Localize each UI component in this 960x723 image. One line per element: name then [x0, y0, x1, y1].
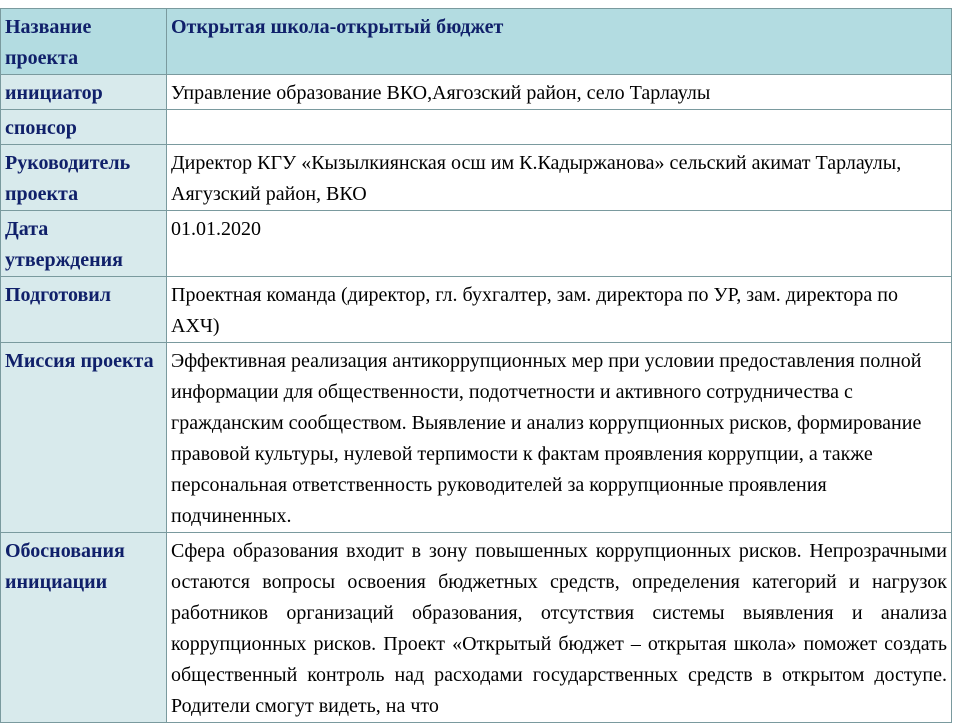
- table-row: [1, 145, 952, 211]
- initiator-value: Управление образование ВКО,Аягозский район, село Тарлаулы: [167, 75, 952, 110]
- row-label: Миссия проекта: [1, 343, 167, 533]
- table-row: [1, 9, 952, 75]
- row-label: Подготовил: [1, 277, 167, 343]
- row-label: Дата утверждения: [1, 211, 167, 277]
- row-label: Название проекта: [1, 9, 167, 75]
- sponsor-value: [167, 110, 952, 145]
- justification-value: Сфера образования входит в зону повышенных коррупционных рисков. Непрозрачными остаются вопросы освоения бюджетных средств, определения категорий и нагрузок работников организаций образования, отсутствия системы выявления и анализа коррупционных рисков. Проект «Открытый бюджет – открытая школа» поможет создать общественный контроль над расходами государственных средств в открытом доступе. Родители смогут видеть, на что: [167, 533, 952, 723]
- table-row: [1, 211, 952, 277]
- row-label: инициатор: [1, 75, 167, 110]
- table-row: [1, 533, 952, 723]
- project-lead-value: Директор КГУ «Кызылкиянская осш им К.Кадыржанова» сельский акимат Тарлаулы, Аягузский район, ВКО: [167, 145, 952, 211]
- row-label: Руководитель проекта: [1, 145, 167, 211]
- table-row: [1, 110, 952, 145]
- table-row: [1, 343, 952, 533]
- table-row: [1, 277, 952, 343]
- project-name-value: Открытая школа-открытый бюджет: [167, 9, 952, 75]
- prepared-by-value: Проектная команда (директор, гл. бухгалтер, зам. директора по УР, зам. директора по АХЧ): [167, 277, 952, 343]
- approval-date-value: 01.01.2020: [167, 211, 952, 277]
- row-label: спонсор: [1, 110, 167, 145]
- mission-value: Эффективная реализация антикоррупционных мер при условии предоставления полной информации для общественности, подотчетности и активного сотрудничества с гражданским сообществом. Выявление и анализ коррупционных рисков, формирование правовой культуры, нулевой терпимости к фактам проявления коррупции, а также персональная ответственность руководителей за коррупционные проявления подчиненных.: [167, 343, 952, 533]
- table-row: [1, 75, 952, 110]
- project-passport-table: [0, 8, 952, 723]
- row-label: Обоснования инициации: [1, 533, 167, 723]
